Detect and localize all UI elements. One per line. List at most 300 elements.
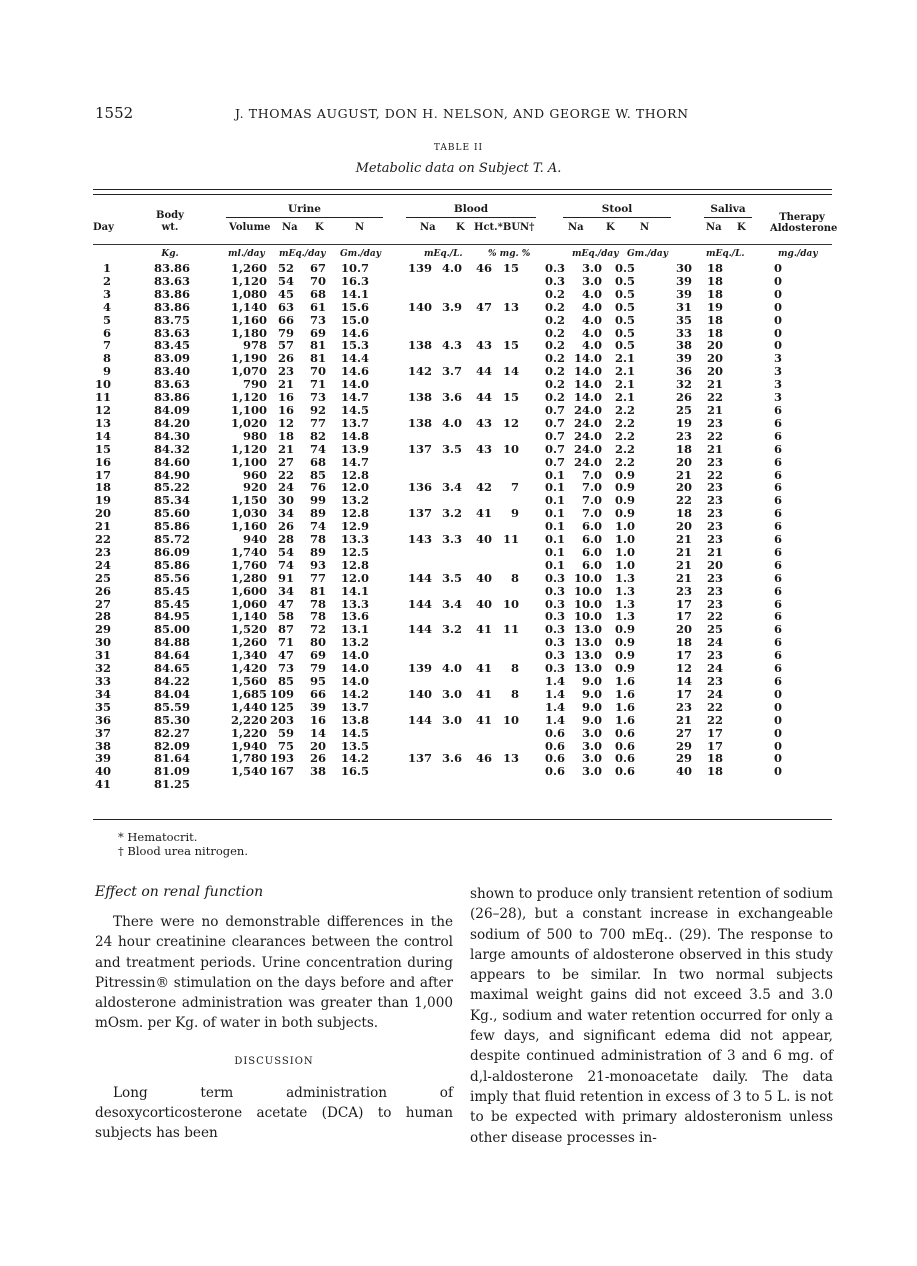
- table-cell: 13.3: [340, 596, 369, 611]
- table-row: [93, 675, 782, 688]
- table-cell: 14.4: [340, 351, 369, 366]
- table-cell: 14.2: [340, 751, 369, 766]
- table-cell: [462, 456, 492, 469]
- table-cell: [432, 765, 462, 778]
- table-row: [93, 778, 782, 791]
- table-cell: 71: [309, 377, 326, 392]
- running-head: J. THOMAS AUGUST, DON H. NELSON, AND GEORGE W. THORN: [235, 106, 689, 121]
- table-cell: 3.7: [441, 364, 462, 379]
- table-cell: 78: [309, 596, 326, 611]
- table-cell: 85.59: [153, 699, 190, 714]
- table-cell: [432, 430, 462, 443]
- table-cell: 7: [510, 480, 519, 495]
- table-cell: 0: [773, 764, 782, 779]
- table-cell: 14: [675, 674, 692, 688]
- table-cell: 83.09: [153, 351, 190, 366]
- table-cell: 0.9: [614, 467, 635, 482]
- table-cell: 7.0: [581, 506, 602, 521]
- table-cell: 66: [277, 312, 294, 327]
- table-cell: 15: [94, 441, 111, 456]
- table-cell: 0.9: [614, 493, 635, 508]
- table-cell: 0.5: [614, 325, 635, 340]
- table-cell: 85.56: [153, 570, 190, 585]
- table-cell: 47: [475, 299, 492, 314]
- table-cell: 27: [277, 454, 294, 469]
- table-cell: 21: [277, 441, 294, 456]
- table-row: [93, 688, 782, 701]
- table-cell: 18: [277, 428, 294, 443]
- table-cell: 3.0: [581, 738, 602, 753]
- table-cell: 0.2: [544, 377, 565, 392]
- unit-blood-electrolytes: mEq./L.: [424, 249, 463, 259]
- table-cell: 20: [309, 738, 326, 753]
- table-cell: 14.6: [340, 325, 369, 340]
- table-cell: 21: [706, 377, 723, 392]
- table-cell: 81: [309, 338, 326, 353]
- table-cell: 32: [94, 661, 111, 676]
- table-cell: 109: [269, 686, 294, 701]
- table-cell: 2.2: [614, 415, 635, 430]
- table-cell: [369, 546, 432, 559]
- table-cell: 0.9: [614, 648, 635, 663]
- table-cell: 22: [706, 712, 723, 727]
- group-saliva-label: Saliva: [710, 203, 746, 215]
- table-cell: 0: [773, 325, 782, 340]
- table-cell: 2.2: [614, 402, 635, 417]
- table-cell: [492, 559, 519, 572]
- table-cell: 33: [94, 674, 111, 688]
- group-stool-rule: [563, 217, 671, 218]
- table-cell: [519, 778, 565, 791]
- table-cell: 3.4: [441, 480, 462, 495]
- table-cell: 1,190: [230, 351, 267, 366]
- table-cell: 39: [675, 273, 692, 288]
- table-cell: 68: [309, 454, 326, 469]
- table-cell: 1.3: [614, 570, 635, 585]
- table-cell: 0.3: [544, 596, 565, 611]
- table-cell: 1,685: [230, 686, 267, 701]
- table-cell: 0.1: [544, 557, 565, 572]
- table-cell: [462, 314, 492, 327]
- col-body-wt-1: Body: [156, 210, 184, 221]
- table-cell: 82.27: [153, 725, 190, 740]
- table-cell: [462, 430, 492, 443]
- table-cell: 0.9: [614, 661, 635, 676]
- col-urine-na: Na: [282, 222, 298, 233]
- table-cell: 0.2: [544, 299, 565, 314]
- table-cell: [635, 778, 692, 791]
- table-cell: 84.22: [153, 674, 190, 688]
- table-cell: 9.0: [581, 712, 602, 727]
- table-cell: 6: [773, 635, 782, 650]
- table-cell: 40: [94, 764, 111, 779]
- col-body-wt-2: wt.: [161, 222, 179, 233]
- table-cell: 78: [309, 609, 326, 624]
- table-cell: 6: [773, 493, 782, 508]
- table-cell: 85.86: [153, 557, 190, 572]
- table-cell: 138: [407, 390, 432, 405]
- table-cell: 5: [102, 312, 111, 327]
- table-cell: 6: [773, 583, 782, 598]
- table-cell: 83.40: [153, 364, 190, 379]
- table-cell: 12: [277, 415, 294, 430]
- table-cell: 0.7: [544, 454, 565, 469]
- table-cell: 1,440: [230, 699, 267, 714]
- table-cell: [462, 275, 492, 288]
- table-cell: 2.1: [614, 364, 635, 379]
- table-cell: 24.0: [573, 402, 602, 417]
- table-cell: 1,020: [230, 415, 267, 430]
- table-cell: [723, 778, 782, 791]
- table-cell: 0.7: [544, 415, 565, 430]
- table-cell: [369, 430, 432, 443]
- table-cell: 30: [94, 635, 111, 650]
- table-cell: 78: [309, 532, 326, 547]
- table-cell: 41: [94, 777, 111, 792]
- unit-urine-n: Gm./day: [340, 249, 381, 259]
- table-cell: 84.09: [153, 402, 190, 417]
- table-cell: 70: [309, 273, 326, 288]
- table-cell: 83.45: [153, 338, 190, 353]
- table-cell: 20: [675, 622, 692, 637]
- table-cell: 15: [502, 390, 519, 405]
- table-cell: 13.7: [340, 699, 369, 714]
- table-cell: 42: [475, 480, 492, 495]
- table-cell: 20: [675, 480, 692, 495]
- table-cell: 10.0: [573, 609, 602, 624]
- table-cell: 0: [773, 261, 782, 275]
- table-cell: 29: [675, 751, 692, 766]
- table-row: [93, 701, 782, 714]
- table-cell: 13.3: [340, 532, 369, 547]
- table-cell: [492, 456, 519, 469]
- table-cell: 22: [706, 428, 723, 443]
- table-cell: 18: [706, 286, 723, 301]
- table-cell: 11: [502, 532, 519, 547]
- table-cell: 13.0: [573, 622, 602, 637]
- table-cell: 81.25: [153, 777, 190, 792]
- table-cell: 2.1: [614, 377, 635, 392]
- table-cell: 83.86: [153, 299, 190, 314]
- table-cell: 26: [309, 751, 326, 766]
- table-cell: 25: [94, 570, 111, 585]
- table-cell: 14.0: [573, 351, 602, 366]
- subhead-renal-function: Effect on renal function: [95, 884, 264, 900]
- table-cell: 22: [706, 699, 723, 714]
- table-cell: 137: [407, 441, 432, 456]
- table-cell: 1,160: [230, 519, 267, 534]
- table-cell: 6: [773, 544, 782, 559]
- table-cell: 23: [706, 480, 723, 495]
- table-cell: 17: [706, 725, 723, 740]
- table-cell: 12: [94, 402, 111, 417]
- table-cell: [369, 675, 432, 688]
- table-cell: 10: [502, 596, 519, 611]
- table-cell: 74: [277, 557, 294, 572]
- table-cell: [492, 585, 519, 598]
- table-cell: 24: [706, 661, 723, 676]
- table-cell: 10: [502, 441, 519, 456]
- table-cell: [492, 275, 519, 288]
- table-cell: [369, 778, 432, 791]
- table-cell: 0.2: [544, 390, 565, 405]
- col-therapy-2: Aldosterone: [770, 223, 838, 234]
- table-cell: 21: [675, 532, 692, 547]
- table-cell: [492, 546, 519, 559]
- table-cell: 59: [277, 725, 294, 740]
- table-cell: 12.9: [340, 519, 369, 534]
- page-header: [95, 104, 835, 124]
- table-cell: 3.0: [441, 686, 462, 701]
- table-cell: 1,180: [230, 325, 267, 340]
- table-cell: 22: [675, 493, 692, 508]
- table-cell: 13.0: [573, 648, 602, 663]
- table-cell: 1,600: [230, 583, 267, 598]
- table-cell: 1,260: [230, 261, 267, 275]
- unit-blood-hct-bun: % mg. %: [488, 249, 531, 259]
- table-bottom-rule: [93, 819, 832, 820]
- table-cell: 6: [773, 441, 782, 456]
- table-cell: 0: [773, 273, 782, 288]
- table-cell: 1,150: [230, 493, 267, 508]
- table-cell: 29: [94, 622, 111, 637]
- table-cell: 139: [407, 661, 432, 676]
- table-cell: 24.0: [573, 415, 602, 430]
- paragraph-discussion-start: Long term administration of desoxycorticosterone acetate (DCA) to human subjects has been: [95, 1084, 453, 1142]
- table-cell: 34: [277, 506, 294, 521]
- table-cell: 3.6: [441, 390, 462, 405]
- table-cell: [462, 701, 492, 714]
- unit-stool-n: Gm./day: [627, 249, 668, 259]
- table-cell: 0.6: [614, 738, 635, 753]
- table-cell: 0.3: [544, 609, 565, 624]
- table-cell: 38: [94, 738, 111, 753]
- table-cell: 1.6: [614, 699, 635, 714]
- table-cell: 1,280: [230, 570, 267, 585]
- table-cell: 23: [706, 583, 723, 598]
- table-cell: 3.3: [441, 532, 462, 547]
- table-cell: [692, 778, 723, 791]
- table-cell: 99: [309, 493, 326, 508]
- table-cell: 20: [706, 557, 723, 572]
- table-cell: 125: [269, 699, 294, 714]
- table-cell: 1,160: [230, 312, 267, 327]
- table-cell: 18: [706, 751, 723, 766]
- table-cell: 6: [773, 661, 782, 676]
- table-cell: 3.0: [581, 261, 602, 275]
- table-cell: 0.2: [544, 351, 565, 366]
- table-cell: 41: [475, 506, 492, 521]
- table-cell: 0.1: [544, 519, 565, 534]
- table-cell: [462, 404, 492, 417]
- table-cell: 13.1: [340, 622, 369, 637]
- table-cell: 3.2: [441, 506, 462, 521]
- table-cell: 81.09: [153, 764, 190, 779]
- table-cell: 0: [773, 686, 782, 701]
- table-cell: 21: [706, 441, 723, 456]
- table-cell: 1,560: [230, 674, 267, 688]
- table-cell: 81: [309, 351, 326, 366]
- table-cell: 14.6: [340, 364, 369, 379]
- table-cell: 14.0: [340, 674, 369, 688]
- table-cell: 18: [706, 764, 723, 779]
- table-cell: 9: [510, 506, 519, 521]
- table-cell: 18: [706, 261, 723, 275]
- table-cell: 3.9: [441, 299, 462, 314]
- table-cell: 75: [277, 738, 294, 753]
- table-top-rule: [93, 189, 832, 195]
- table-cell: 20: [706, 338, 723, 353]
- table-cell: [369, 288, 432, 301]
- table-cell: 13.5: [340, 738, 369, 753]
- table-cell: 47: [277, 596, 294, 611]
- table-cell: 16: [277, 390, 294, 405]
- table-cell: 0.3: [544, 583, 565, 598]
- table-cell: 1.3: [614, 583, 635, 598]
- table-cell: 10: [94, 377, 111, 392]
- table-cell: [492, 727, 519, 740]
- table-cell: 33: [675, 325, 692, 340]
- table-cell: 29: [675, 738, 692, 753]
- table-cell: 142: [407, 364, 432, 379]
- table-cell: 24: [706, 635, 723, 650]
- table-cell: 980: [242, 428, 267, 443]
- table-cell: 0.3: [544, 570, 565, 585]
- group-blood-label: Blood: [453, 203, 489, 215]
- table-cell: [432, 275, 462, 288]
- table-cell: [462, 585, 492, 598]
- table-cell: 1,740: [230, 544, 267, 559]
- table-cell: 19: [706, 299, 723, 314]
- table-cell: 6.0: [581, 519, 602, 534]
- table-row: [93, 301, 782, 314]
- table-cell: 14: [502, 364, 519, 379]
- table-cell: 13.6: [340, 609, 369, 624]
- table-cell: 143: [407, 532, 432, 547]
- table-cell: 40: [475, 532, 492, 547]
- table-row: [93, 404, 782, 417]
- table-cell: 0.2: [544, 325, 565, 340]
- table-cell: [432, 314, 462, 327]
- table-cell: 10.0: [573, 583, 602, 598]
- table-cell: 46: [475, 261, 492, 275]
- table-cell: 24.0: [573, 441, 602, 456]
- table-cell: 84.20: [153, 415, 190, 430]
- table-cell: 0.1: [544, 544, 565, 559]
- table-cell: 13.2: [340, 493, 369, 508]
- table-cell: [462, 636, 492, 649]
- table-cell: 137: [407, 506, 432, 521]
- table-cell: 12.8: [340, 557, 369, 572]
- table-cell: 6.0: [581, 532, 602, 547]
- table-cell: 4.0: [581, 325, 602, 340]
- table-cell: 95: [309, 674, 326, 688]
- table-cell: 13.8: [340, 712, 369, 727]
- table-cell: [432, 546, 462, 559]
- table-cell: [190, 778, 267, 791]
- table-cell: [462, 546, 492, 559]
- table-cell: 2,220: [230, 712, 267, 727]
- table-cell: 1,140: [230, 299, 267, 314]
- table-cell: [492, 701, 519, 714]
- table-cell: 82: [309, 428, 326, 443]
- table-cell: [432, 727, 462, 740]
- table-cell: [492, 314, 519, 327]
- col-saliva-na: Na: [706, 222, 722, 233]
- table-cell: 21: [675, 557, 692, 572]
- table-cell: 19: [94, 493, 111, 508]
- col-urine-volume: Volume: [229, 222, 271, 233]
- table-cell: 37: [94, 725, 111, 740]
- table-cell: 0.6: [544, 764, 565, 779]
- table-row: [93, 417, 782, 430]
- unit-urine-volume: ml./day: [228, 249, 265, 259]
- table-cell: 12.8: [340, 467, 369, 482]
- table-cell: 40: [675, 764, 692, 779]
- table-cell: 14.8: [340, 428, 369, 443]
- table-cell: 13.2: [340, 635, 369, 650]
- table-cell: 74: [309, 441, 326, 456]
- table-cell: 23: [706, 415, 723, 430]
- col-blood-na: Na: [420, 222, 436, 233]
- table-cell: [602, 778, 635, 791]
- table-cell: 3: [102, 286, 111, 301]
- table-cell: 3: [773, 390, 782, 405]
- table-cell: 92: [309, 402, 326, 417]
- table-cell: 21: [675, 712, 692, 727]
- table-cell: 23: [706, 674, 723, 688]
- table-cell: 86.09: [153, 544, 190, 559]
- table-cell: 3: [773, 351, 782, 366]
- table-cell: 26: [277, 519, 294, 534]
- table-cell: 70: [309, 364, 326, 379]
- table-header-rule: [93, 244, 832, 245]
- table-cell: 13.0: [573, 635, 602, 650]
- table-cell: 17: [675, 686, 692, 701]
- table-cell: 6: [773, 532, 782, 547]
- table-cell: 30: [675, 261, 692, 275]
- section-title-discussion: DISCUSSION: [234, 1055, 314, 1067]
- table-cell: 0: [773, 751, 782, 766]
- table-cell: 1,260: [230, 635, 267, 650]
- table-cell: 15.6: [340, 299, 369, 314]
- footnote-bun: † Blood urea nitrogen.: [118, 844, 248, 858]
- table-cell: [369, 727, 432, 740]
- table-cell: 18: [94, 480, 111, 495]
- table-cell: 0: [773, 286, 782, 301]
- table-cell: 139: [407, 261, 432, 275]
- table-cell: 84.30: [153, 428, 190, 443]
- table-cell: 6: [773, 415, 782, 430]
- table-cell: 23: [277, 364, 294, 379]
- table-cell: 39: [94, 751, 111, 766]
- table-cell: 14.0: [340, 661, 369, 676]
- table-cell: 6: [773, 467, 782, 482]
- table-cell: [492, 404, 519, 417]
- table-cell: [326, 778, 369, 791]
- table-cell: 38: [675, 338, 692, 353]
- table-cell: [432, 585, 462, 598]
- table-cell: 18: [706, 312, 723, 327]
- table-cell: 85.60: [153, 506, 190, 521]
- table-cell: [432, 675, 462, 688]
- table-cell: 19: [675, 415, 692, 430]
- table-cell: 83.63: [153, 273, 190, 288]
- table-cell: 39: [675, 286, 692, 301]
- table-row: [93, 559, 782, 572]
- table-cell: 87: [277, 622, 294, 637]
- table-cell: 27: [675, 725, 692, 740]
